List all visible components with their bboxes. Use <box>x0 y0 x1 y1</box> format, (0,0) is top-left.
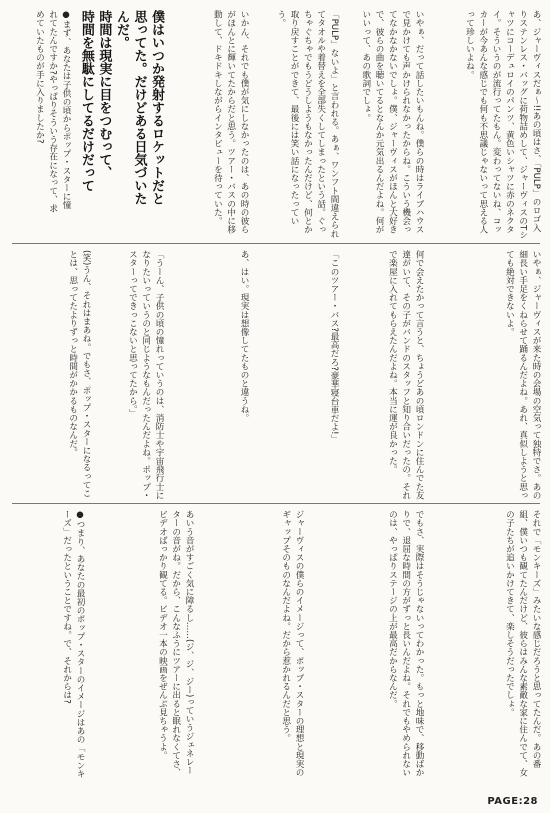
page-number: PAGE:28 <box>487 796 538 807</box>
article-column-mid-5: 「うーん、子供の頃の憧れっていうのは、消防士や宇宙飛行士になりたいっていうのと同じようなもんだったんだよね。ポップ・スターってできっこないと思ってたから。」 <box>127 250 164 500</box>
article-column-mid-4: あ、はい。現実は想像してたものと違うね。 <box>239 250 249 422</box>
article-column-top-1: あ、ジャーヴィスだぁ〜!!あの頃はさ、「PULP」のロゴ入りステンレス・バッグに荷物詰めして、ジャーヴィスのTシャツにコーデュロイのパンツ、黄色いシャツに赤のネクタイ。そういうのが流行ってたもん。変わってないね、コッカーが今あんな感じでも何も不思議じゃないって思える人って珍しいよね。 <box>464 10 541 239</box>
pull-quote-line-2: 思ってた。だけどある日気づいたんだ。 <box>113 10 147 205</box>
pull-quote-line-3: 時間は現実に目をつむって、 <box>96 10 112 179</box>
article-column-bottom-5: ●つまり、あなたの最初のポップ・スターのイメージはあの「モンキーズ」だったということですね。で、それからは? <box>61 510 85 778</box>
article-column-top-3: 「PULP」ないよ」と言われる。あぁ、ワンフト間違えられてタオルや着替えを全部失くしてしまったという話。ぐっちゃぐちゃでもうどうしようもなかったんだけど、何とか取り戻すことができて、最後には笑い話になったっていう。 <box>275 10 339 238</box>
article-column-bottom-2: でもさ、実際はそうじゃないってわかった。もっと地味で、移動ばかりで、退屈な時間の方がずっと長いんだよね。それでもやめられないのは、やっぱりステージの上が最高だからなんだ。 <box>387 510 424 777</box>
article-column-top-left: ●まず、あなたは子供の頃からポップ・スターに憧れてたんですか?やっぱりそういう存在になって、求めていたものが手に入りましたか? <box>34 10 71 213</box>
article-column-bottom-3: ジャーヴィスの僕らのイメージって、ポップ・スターの理想と現実のギャップそのものなんだよね。だから惹かれるんだと思う。 <box>280 510 304 777</box>
pull-quote <box>75 10 165 215</box>
article-column-mid-3: 「このツアー・バス?最高だろ?豪華寝台車だよ!」 <box>329 250 339 444</box>
article-column-mid-6: (笑)うん、それはまあね。でもさ、ポップ・スターになるってことは、思ってたよりずっと時間がかかるものなんだ。 <box>67 250 91 498</box>
pull-quote-line-1: 僕はいつか発射するロケットだと <box>149 10 164 205</box>
divider-top <box>12 243 540 244</box>
article-column-mid-1: いやぁ、ジャーヴィスが来た時の会場の空気って独特でさ。あの細長い手足をくねらせて踊るんだよね。あれ、真似しようと思っても絶対できないよ。 <box>504 250 541 500</box>
article-column-bottom-1: それで「モンキーズ」みたいな感じだろうと思ってたんだ。あの番組、僕いつも観てたんだけど、彼らはみんな素敵な家に住んでて、女の子たちが追いかけてきて、楽しそうだったでしょ。 <box>504 510 541 777</box>
divider-middle <box>12 503 540 504</box>
article-column-top-2: いやぁ、だって話したいもんね。僕らの時はライブハウスで見かけても声かけられなかったからね。こういう機会ってなかなかないでしょ。僕、ジャーヴィスがほんと大好きで、彼らの曲を聴いてるとなんか元気出るんだよね。何がいいって、あの歌詞でしょ。 <box>360 10 424 234</box>
article-column-bottom-4: あいう音がすごく気に障るし……(ジ、ジ、ジー)っていうジェネレーターの音がね。だから、こんなふうにツアーに出ると眠れなくてさ、ビデオばっかり観てる。ビデオ一本の映画をぜんぶ見ちゃうよ。 <box>157 510 194 777</box>
article-column-mid-2: 何で会えたかって言うと、ちょうどあの頃ロンドンに住んでた友達がいて、その子がバンドのスタッフと知り合いだったの。それで楽屋に入れてもらえたんだよね。本当に運が良かった。 <box>387 250 424 500</box>
pull-quote-line-4: 時間を無駄にしてるだけだって <box>78 10 94 192</box>
article-column-top-4: いかん、それでも僕が気にしなかったのは、あの時の彼らがほんとに輝いてたからだと思う。ツアー・バスの中に移動して、ドキドキしながらインタビューを待っていた。 <box>212 10 249 234</box>
